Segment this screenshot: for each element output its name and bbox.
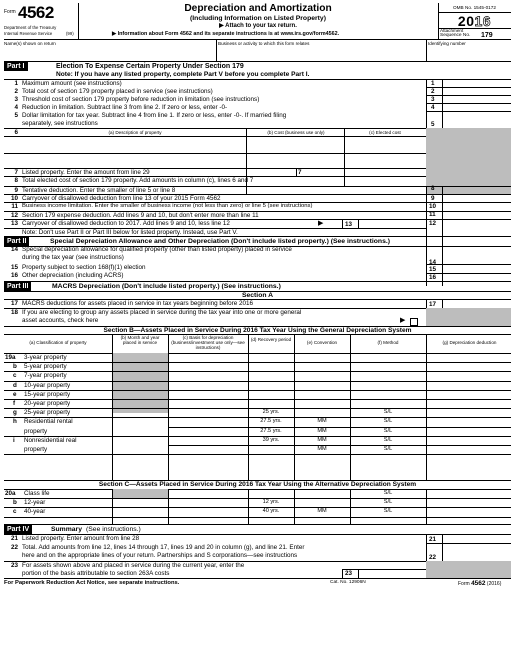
line11-number: 11 bbox=[11, 203, 18, 210]
line19-row-b-deduction[interactable] bbox=[428, 362, 510, 370]
line19-row-h-f2: S/L bbox=[383, 427, 393, 434]
line19-row-19a-d-input[interactable] bbox=[250, 353, 292, 361]
line19-row-i-f: S/L bbox=[383, 436, 393, 443]
line7-amount[interactable] bbox=[346, 168, 424, 176]
line19-row-g-month-year[interactable] bbox=[114, 408, 166, 416]
line21-number: 21 bbox=[10, 535, 18, 542]
business-label: Business or activity to which this form relates bbox=[218, 40, 310, 46]
irs-label: Internal Revenue Service bbox=[4, 31, 53, 36]
line20-row-b-class: 12-year bbox=[24, 499, 46, 507]
part4-label: Part IV bbox=[4, 525, 32, 534]
line8-text: Total elected cost of section 179 property. Add amounts in column (c), lines 6 and 7 bbox=[22, 177, 254, 184]
line19-row-i-label: i bbox=[13, 436, 15, 444]
line19-row-i-e2: MM bbox=[317, 446, 327, 452]
line4-amount[interactable] bbox=[443, 103, 511, 111]
line19-row-e-basis[interactable] bbox=[170, 390, 246, 398]
line21-box: 21 bbox=[429, 536, 437, 543]
info-note: ▶ Information about Form 4562 and its separate instructions is at www.irs.gov/form4562. bbox=[112, 31, 340, 37]
line20-row-c-deduction[interactable] bbox=[428, 507, 510, 515]
line19-row-d-d-input[interactable] bbox=[250, 381, 292, 389]
line19-row-b-d-input[interactable] bbox=[250, 362, 292, 370]
part1-note: Note: If you have any listed property, complete Part V before you complete Part I. bbox=[56, 70, 310, 78]
line17-number: 17 bbox=[10, 300, 18, 307]
part2-label: Part II bbox=[4, 237, 29, 246]
line19-row-i-class-cont: property bbox=[24, 446, 48, 453]
sequence-number: 179 bbox=[481, 31, 493, 39]
line19-row-e-month-year[interactable] bbox=[114, 390, 166, 398]
line18-checkbox[interactable] bbox=[410, 318, 418, 326]
line8-number: 8 bbox=[14, 177, 18, 184]
line19-row-d-class: 10-year property bbox=[24, 381, 71, 389]
line18-arrow-icon: ▶ bbox=[400, 317, 406, 324]
line22-text bbox=[22, 544, 304, 552]
line19-row-b-month-year[interactable] bbox=[114, 362, 166, 370]
line9-text: Tentative deduction. Enter the smaller of line 5 or line 8 bbox=[22, 187, 176, 194]
line18-text: If you are electing to group any assets placed in service during the tax year into one or more general bbox=[22, 309, 302, 316]
line20-row-c-d: 40 yrs. bbox=[262, 508, 280, 515]
line19-row-i-rule bbox=[4, 454, 511, 455]
line12-text: Section 179 expense deduction. Add lines 9 and 10, but don't enter more than line 11 bbox=[22, 212, 259, 219]
line9-box: 9 bbox=[431, 195, 435, 202]
form-word: Form bbox=[4, 9, 16, 15]
line1-text: Maximum amount (see instructions) bbox=[22, 80, 122, 87]
line19-row-h-inner-rule bbox=[168, 427, 511, 428]
line7-number: 7 bbox=[14, 169, 18, 176]
line12-number: 12 bbox=[10, 212, 18, 219]
line16-amount[interactable] bbox=[443, 273, 511, 281]
line4-number: 4 bbox=[14, 104, 18, 111]
line19-row-f-basis[interactable] bbox=[170, 399, 246, 407]
line19-row-h-class: Residential rental bbox=[24, 418, 73, 426]
line20-row-20a-e-input[interactable] bbox=[296, 489, 348, 497]
footer-form-id bbox=[458, 580, 501, 588]
line17-text: MACRS deductions for assets placed in service in tax years beginning before 2016 bbox=[22, 300, 254, 307]
line19-row-d-deduction[interactable] bbox=[428, 381, 510, 389]
line14-box: 14 bbox=[429, 259, 437, 266]
line23-number: 23 bbox=[10, 562, 18, 569]
line19-row-i-class: Nonresidential real bbox=[24, 436, 77, 444]
line19-row-e-d-input[interactable] bbox=[250, 390, 292, 398]
line19-row-i-month-year[interactable] bbox=[114, 436, 166, 453]
line12-box: 12 bbox=[429, 220, 437, 227]
line6-row2-description[interactable] bbox=[24, 154, 244, 168]
line19-row-c-class: 7-year property bbox=[24, 372, 67, 380]
line22-text-main: Total. Add amounts from line 12, lines 14 through 17, lines 19 and 20 in column (g), and line 21. Enter bbox=[22, 544, 305, 551]
line15-number: 15 bbox=[10, 264, 18, 271]
line18-shade bbox=[426, 308, 511, 326]
line16-number: 16 bbox=[10, 272, 18, 279]
footer-form-number: 4562 bbox=[471, 579, 486, 587]
line20-row-b-basis[interactable] bbox=[170, 498, 246, 506]
line19-row-19a-month-year[interactable] bbox=[114, 353, 166, 361]
line3-text: Threshold cost of section 179 property before reduction in limitation (see instructions) bbox=[22, 96, 260, 103]
line21-text: Listed property. Enter amount from line 28 bbox=[22, 535, 140, 542]
line14-amount[interactable] bbox=[443, 246, 511, 263]
footer-pra-notice: For Paperwork Reduction Act Notice, see separate instructions. bbox=[4, 579, 180, 586]
line19-row-i-d: 39 yrs. bbox=[262, 436, 280, 443]
line19-row-c-month-year[interactable] bbox=[114, 371, 166, 379]
form-title: Depreciation and Amortization bbox=[184, 3, 332, 14]
line19-row-h-d2: 27.5 yrs. bbox=[260, 427, 282, 434]
form-subtitle: (Including Information on Listed Property) bbox=[190, 15, 326, 22]
line19-row-19a-label: 19a bbox=[5, 354, 16, 361]
tax-year-prefix: 20 bbox=[457, 13, 475, 29]
line19-row-c-deduction[interactable] bbox=[428, 371, 510, 379]
line19-row-b-e-input[interactable] bbox=[296, 362, 348, 370]
line14-text-cont: during the tax year (see instructions) bbox=[22, 254, 124, 261]
line6-col-a-header: (a) Description of property bbox=[108, 129, 162, 135]
line19-row-g-basis[interactable] bbox=[170, 408, 246, 416]
section-a-title: Section A bbox=[241, 291, 274, 299]
line19-row-h-d: 27.5 yrs. bbox=[260, 418, 282, 425]
line23-text-cont: portion of the basis attributable to section 263A costs bbox=[22, 570, 170, 577]
line13-text: Carryover of disallowed deduction to 2017. Add lines 9 and 10, less line 12 bbox=[22, 220, 230, 227]
line8-box: 8 bbox=[431, 185, 435, 192]
line19-row-i-inner-rule bbox=[168, 445, 511, 446]
line21-amount[interactable] bbox=[443, 534, 511, 543]
line18-text-cont: asset accounts, check here bbox=[22, 317, 99, 324]
line19-row-e-class: 15-year property bbox=[24, 390, 71, 398]
col-d-header: (d) Recovery period bbox=[250, 336, 292, 342]
line15-amount[interactable] bbox=[443, 264, 511, 273]
line20-row-b-d: 12 yrs. bbox=[262, 499, 280, 506]
line20-row-b-f: S/L bbox=[383, 499, 393, 506]
col-e-header: (e) Convention bbox=[306, 340, 338, 345]
line20-row-c-e: MM bbox=[317, 508, 327, 515]
section-b-rule bbox=[4, 334, 511, 335]
line18-number: 18 bbox=[10, 309, 18, 316]
line20-row-c-basis[interactable] bbox=[170, 507, 246, 515]
line10-amount[interactable] bbox=[443, 202, 511, 211]
line5-number: 5 bbox=[14, 112, 18, 119]
line17-amount[interactable] bbox=[443, 299, 511, 308]
business-field[interactable] bbox=[217, 47, 425, 60]
sequence-label: Sequence No. bbox=[440, 33, 471, 38]
line20-row-b-month-year[interactable] bbox=[114, 498, 166, 506]
line20-row-20a-deduction[interactable] bbox=[428, 489, 510, 497]
line19-row-b-basis[interactable] bbox=[170, 362, 246, 370]
line23-shade bbox=[426, 561, 511, 578]
line20-row-20a-month-year[interactable] bbox=[114, 489, 166, 497]
line10-number: 10 bbox=[10, 195, 18, 202]
line4-text: Reduction in limitation. Subtract line 3 from line 2. If zero or less, enter -0- bbox=[22, 104, 228, 111]
line19-row-g-deduction[interactable] bbox=[428, 408, 510, 416]
line10-box: 10 bbox=[429, 203, 437, 210]
line19-row-c-e-input[interactable] bbox=[296, 371, 348, 379]
line5-text-cont: separately, see instructions bbox=[22, 120, 98, 127]
line19-row-f-f-input[interactable] bbox=[352, 399, 424, 407]
line6-row1-elected[interactable] bbox=[346, 137, 424, 152]
line19-row-d-f-input[interactable] bbox=[352, 381, 424, 389]
line19-row-c-label: c bbox=[13, 372, 17, 380]
part4-title: Summary bbox=[51, 525, 82, 533]
line20-row-20a-basis[interactable] bbox=[170, 489, 246, 497]
line23-box-top bbox=[342, 569, 426, 570]
line19-row-c-d-input[interactable] bbox=[250, 371, 292, 379]
line19-row-f-month-year[interactable] bbox=[114, 399, 166, 407]
line6-shaded-area bbox=[426, 128, 511, 194]
line19-row-c-f-input[interactable] bbox=[352, 371, 424, 379]
line5-amount[interactable] bbox=[443, 111, 511, 128]
line19-row-f-label: f bbox=[13, 400, 16, 407]
line19-row-c-basis[interactable] bbox=[170, 371, 246, 379]
line19-row-b-class: 5-year property bbox=[24, 363, 67, 371]
footer-form-year: (2016) bbox=[486, 580, 502, 587]
omb-number: OMB No. 1545-0172 bbox=[453, 5, 496, 10]
line19-row-d-month-year[interactable] bbox=[114, 381, 166, 389]
line19-row-e-deduction[interactable] bbox=[428, 390, 510, 398]
line19-row-19a-class: 3-year property bbox=[24, 354, 67, 361]
line3-amount[interactable] bbox=[443, 95, 511, 103]
line19-row-g-class: 25-year property bbox=[24, 409, 71, 417]
attachment-label: Attachment bbox=[440, 28, 464, 33]
tax-year-suffix: 16 bbox=[474, 13, 492, 29]
line20-row-20a-label: 20a bbox=[5, 490, 16, 497]
line19-row-g-label: g bbox=[13, 409, 17, 417]
line15-text: Property subject to section 168(f)(1) election bbox=[22, 264, 146, 271]
part1-label: Part I bbox=[4, 62, 28, 71]
line9-number: 9 bbox=[14, 187, 18, 194]
line20-row-c-label: c bbox=[13, 508, 17, 516]
line7-box-cell bbox=[296, 168, 343, 176]
names-field[interactable] bbox=[5, 47, 215, 60]
line6-row1-cost[interactable] bbox=[248, 137, 342, 152]
line2-box: 2 bbox=[431, 88, 435, 95]
line4-box: 4 bbox=[431, 104, 435, 111]
line19-row-d-basis[interactable] bbox=[170, 381, 246, 389]
line22-box: 22 bbox=[429, 554, 437, 561]
line13-arrow-icon: ▶ bbox=[318, 219, 324, 227]
col-f-header: (f) Method bbox=[377, 340, 399, 345]
line6-col-c-header: (c) Elected cost bbox=[369, 129, 401, 135]
line6-col-b-header: (b) Cost (business use only) bbox=[267, 129, 325, 135]
line11-box: 11 bbox=[429, 211, 436, 218]
names-label: Name(s) shown on return bbox=[4, 40, 56, 46]
line1-number: 1 bbox=[14, 80, 18, 87]
line23-amount[interactable] bbox=[359, 569, 425, 578]
line3-box: 3 bbox=[431, 96, 435, 103]
part1-title: Election To Expense Certain Property Under Section 179 bbox=[56, 62, 244, 70]
line13-box-divider-l bbox=[342, 219, 343, 228]
line12-amount[interactable] bbox=[443, 219, 511, 227]
line6-row1-description[interactable] bbox=[24, 137, 244, 152]
section-c-title: Section C—Assets Placed in Service During 2016 Tax Year Using the Alternative Depreciation System bbox=[4, 481, 511, 489]
line19-row-e-label: e bbox=[13, 390, 17, 398]
line7-box: 7 bbox=[298, 169, 302, 176]
attach-note: ▶ Attach to your tax return. bbox=[219, 23, 297, 29]
irs-code: (99) bbox=[66, 31, 74, 36]
line23-box: 23 bbox=[345, 570, 353, 577]
line14-number: 14 bbox=[10, 246, 18, 253]
line19-row-e-f-input[interactable] bbox=[352, 390, 424, 398]
part4-title-note: (See instructions.) bbox=[86, 525, 141, 533]
line2-number: 2 bbox=[14, 88, 18, 95]
identifying-number-field[interactable] bbox=[427, 47, 510, 60]
line14-text: Special depreciation allowance for qualified property (other than listed property) placed in service bbox=[22, 246, 292, 253]
part3-label: Part III bbox=[4, 282, 31, 291]
line11-amount[interactable] bbox=[443, 211, 511, 219]
line20-row-b-deduction[interactable] bbox=[428, 498, 510, 506]
line11-text: Business income limitation. Enter the smaller of business income (not less than zero) or line 5 (see instructions) bbox=[22, 203, 313, 209]
line19-row-g-e-input[interactable] bbox=[296, 408, 348, 416]
line5-box: 5 bbox=[431, 121, 435, 128]
line5-text: Dollar limitation for tax year. Subtract line 4 from line 1. If zero or less, enter -0-. If married filing bbox=[22, 112, 287, 119]
line19-row-h-class-cont: property bbox=[24, 427, 48, 435]
line22-amount[interactable] bbox=[443, 543, 511, 560]
line7-text: Listed property. Enter the amount from line 29 bbox=[22, 169, 150, 176]
line19-row-i-d2-input[interactable] bbox=[250, 445, 292, 453]
line13-number: 13 bbox=[10, 220, 18, 227]
line23-text: For assets shown above and placed in service during the current year, enter the bbox=[22, 562, 245, 569]
col-g-header: (g) Depreciation deduction bbox=[442, 340, 497, 345]
line20-row-20a-d-input[interactable] bbox=[250, 489, 292, 497]
line20-row-c-f: S/L bbox=[383, 508, 393, 515]
line19-row-b-f-input[interactable] bbox=[352, 362, 424, 370]
line17-box: 17 bbox=[429, 301, 437, 308]
line19-row-h-e: MM bbox=[317, 418, 327, 425]
part1-note2: Note: Don't use Part II or Part III below for listed property. Instead, use Part V. bbox=[22, 229, 238, 236]
col-a-header: (a) Classification of property bbox=[29, 340, 87, 345]
part2-title: Special Depreciation Allowance and Other Depreciation (Don't include listed property.) (See instructions.) bbox=[50, 237, 391, 245]
line2-amount[interactable] bbox=[443, 87, 511, 95]
line19-row-19a-e-input[interactable] bbox=[296, 353, 348, 361]
line13-amount[interactable] bbox=[359, 219, 425, 227]
line19-row-g-d: 25 yrs. bbox=[262, 409, 280, 416]
line20-row-20a-f: S/L bbox=[383, 490, 393, 496]
line6-row2-elected[interactable] bbox=[346, 154, 424, 168]
line23-box-divider-l bbox=[342, 569, 343, 578]
line19-row-d-e-input[interactable] bbox=[296, 381, 348, 389]
line19-row-h-month-year[interactable] bbox=[114, 417, 166, 434]
line20-row-c-class: 40-year bbox=[24, 508, 46, 516]
line20-row-c-month-year[interactable] bbox=[114, 507, 166, 515]
part3-title: MACRS Depreciation (Don't include listed property.) (See instructions.) bbox=[52, 282, 281, 290]
form-4562-page bbox=[4, 3, 511, 661]
line19-row-f-deduction[interactable] bbox=[428, 399, 510, 407]
line16-box: 16 bbox=[429, 274, 437, 281]
footer-cat-number: Cat. No. 12906N bbox=[330, 580, 366, 585]
line15-box: 15 bbox=[429, 266, 437, 273]
footer-form-word: Form bbox=[458, 580, 470, 587]
col-c-header: (c) Basis for depreciation (business/investment use only—see instructions) bbox=[171, 334, 245, 350]
form-number: 4562 bbox=[18, 3, 54, 22]
line19-row-f-d-input[interactable] bbox=[250, 399, 292, 407]
line19-row-19a-basis[interactable] bbox=[170, 353, 246, 361]
line19-row-h-e2: MM bbox=[317, 427, 327, 434]
line1-amount[interactable] bbox=[443, 79, 511, 87]
line2-text: Total cost of section 179 property placed in service (see instructions) bbox=[22, 88, 213, 95]
line19-row-19a-deduction[interactable] bbox=[428, 353, 510, 361]
line8-amount[interactable] bbox=[443, 186, 511, 194]
line19-row-e-e-input[interactable] bbox=[296, 390, 348, 398]
line19-row-h-label: h bbox=[13, 418, 17, 426]
line1-box: 1 bbox=[431, 80, 435, 87]
section-b-title: Section B—Assets Placed in Service During 2016 Tax Year Using the General Depreciation System bbox=[103, 326, 412, 334]
line20-row-c-rule bbox=[4, 517, 511, 518]
line20-row-b-label: b bbox=[13, 499, 17, 507]
line22-number: 22 bbox=[10, 544, 18, 551]
dept-label: Department of the Treasury bbox=[4, 25, 57, 30]
line19-row-b-label: b bbox=[13, 363, 17, 371]
line19-row-f-e-input[interactable] bbox=[296, 399, 348, 407]
line6-row2-cost[interactable] bbox=[248, 154, 342, 168]
line19-row-i-e: MM bbox=[317, 436, 327, 443]
line19-row-f-class: 20-year property bbox=[24, 400, 71, 407]
line22-text-cont: here and on the appropriate lines of your return. Partnerships and S corporations—see instructions bbox=[22, 552, 298, 559]
line3-number: 3 bbox=[14, 96, 18, 103]
line10-text: Carryover of disallowed deduction from line 13 of your 2015 Form 4562 bbox=[22, 195, 221, 202]
part2-box-divider bbox=[426, 246, 427, 286]
line16-text: Other depreciation (including ACRS) bbox=[22, 272, 124, 279]
line19-row-g-f: S/L bbox=[383, 409, 393, 416]
col-b-header: (b) Month and year placed in service bbox=[120, 334, 160, 345]
line19-row-19a-f-input[interactable] bbox=[352, 353, 424, 361]
line19-row-d-label: d bbox=[13, 381, 17, 389]
line19-row-i-f2: S/L bbox=[383, 446, 393, 452]
line19-row-h-f: S/L bbox=[383, 418, 393, 425]
id-label: Identifying number bbox=[428, 40, 466, 46]
line20-row-b-e-input[interactable] bbox=[296, 498, 348, 506]
line6-number: 6 bbox=[14, 129, 18, 136]
line13-box: 13 bbox=[345, 221, 353, 228]
line20-row-20a-class: Class life bbox=[24, 490, 50, 497]
